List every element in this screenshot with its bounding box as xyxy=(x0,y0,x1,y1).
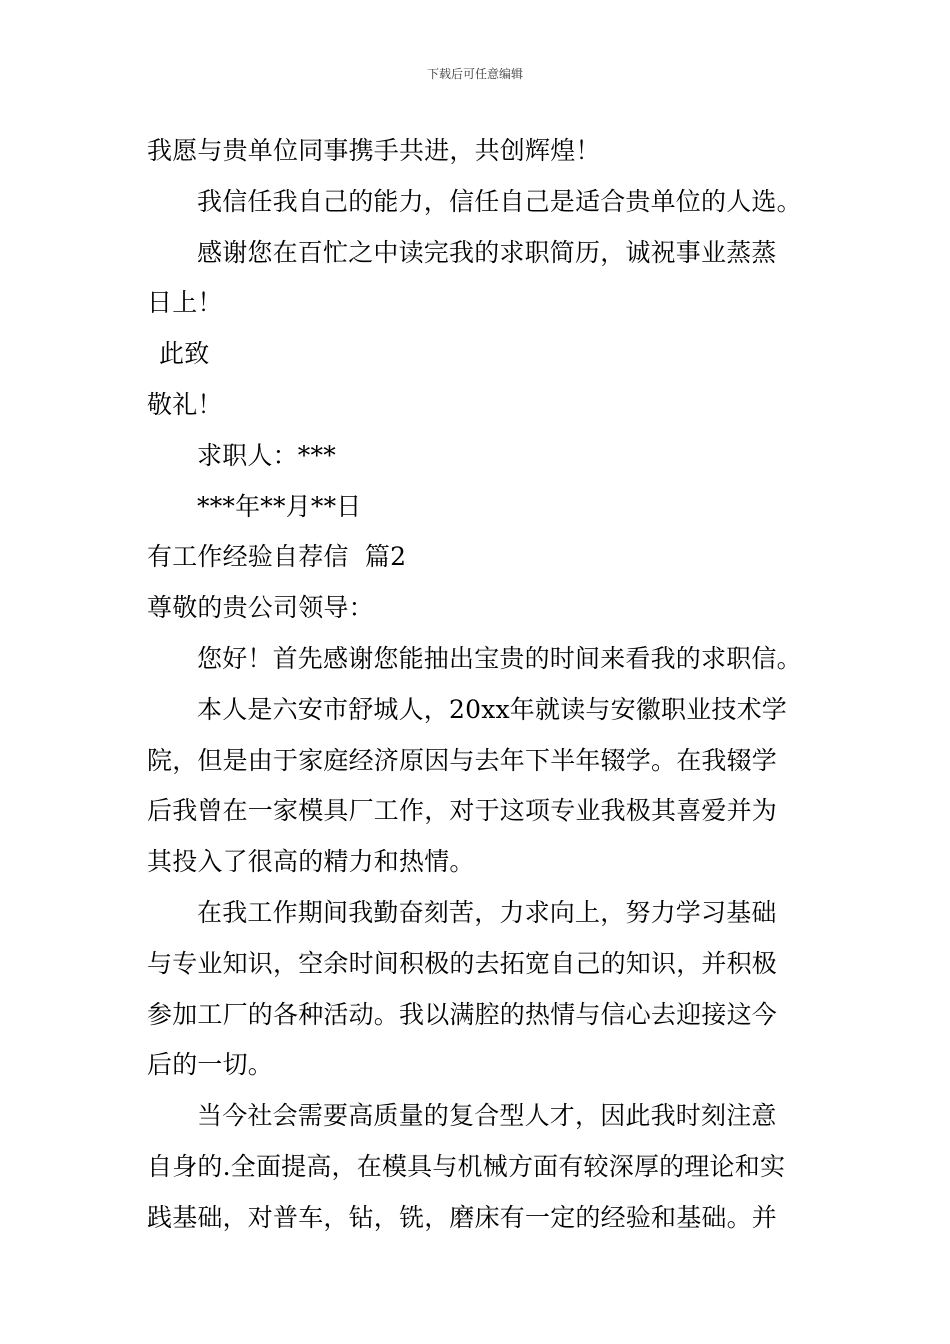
text-line: 当今社会需要高质量的复合型人才，因此我时刻注意 xyxy=(197,1101,777,1131)
closing-regards: 敬礼！ xyxy=(147,389,223,419)
text-line: 与专业知识，空余时间积极的去拓宽自己的知识，并积极 xyxy=(147,948,778,978)
closing-salutation: 此致 xyxy=(159,339,210,369)
text-line: 日上！ xyxy=(147,288,223,318)
text-line: 院，但是由于家庭经济原因与去年下半年辍学。在我辍学 xyxy=(147,745,778,775)
text-line: 后的一切。 xyxy=(147,1050,274,1080)
applicant-signature: 求职人：*** xyxy=(197,440,336,470)
letter-date: ***年**月**日 xyxy=(197,491,362,521)
text-line: 后我曾在一家模具厂工作，对于这项专业我极其喜爱并为 xyxy=(147,796,778,826)
document-body xyxy=(147,126,807,1244)
text-line: 我信任我自己的能力，信任自己是适合贵单位的人选。 xyxy=(197,186,802,216)
text-line: 我愿与贵单位同事携手共进，共创辉煌！ xyxy=(147,136,601,165)
text-line: 感谢您在百忙之中读完我的求职简历，诚祝事业蒸蒸 xyxy=(197,237,777,267)
section-title: 有工作经验自荐信 篇2 xyxy=(147,542,407,572)
text-line: 其投入了很高的精力和热情。 xyxy=(147,847,475,877)
text-line: 在我工作期间我勤奋刻苦，力求向上，努力学习基础 xyxy=(197,897,777,927)
text-line: 自身的.全面提高，在模具与机械方面有较深厚的理论和实 xyxy=(147,1151,786,1181)
text-line: 本人是六安市舒城人，20xx年就读与安徽职业技术学 xyxy=(197,694,788,724)
text-line: 参加工厂的各种活动。我以满腔的热情与信心去迎接这今 xyxy=(147,999,778,1029)
letter-greeting: 尊敬的贵公司领导： xyxy=(147,593,374,623)
text-line: 您好！首先感谢您能抽出宝贵的时间来看我的求职信。 xyxy=(197,643,802,673)
text-line: 践基础，对普车，钻，铣，磨床有一定的经验和基础。并 xyxy=(147,1202,778,1232)
page-header-note: 下载后可任意编辑 xyxy=(426,67,523,81)
